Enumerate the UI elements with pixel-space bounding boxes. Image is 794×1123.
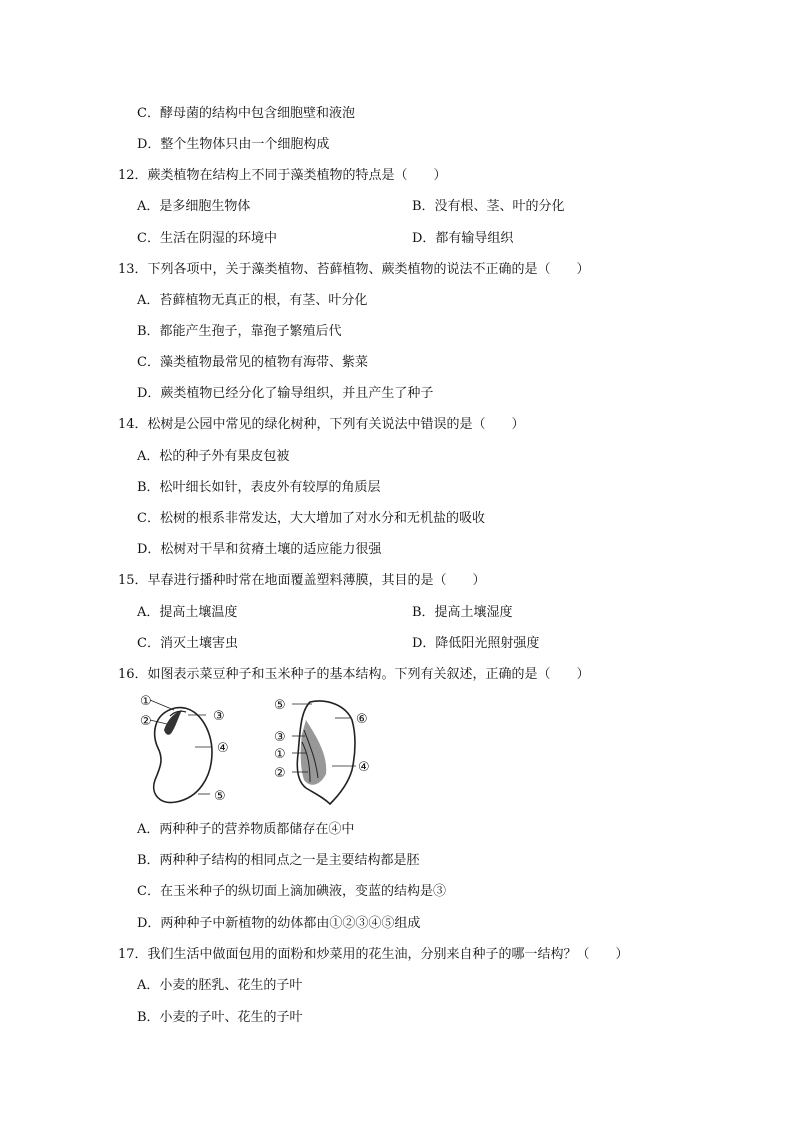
q16-option-c: C．在玉米种子的纵切面上滴加碘液，变蓝的结构是③ (137, 884, 446, 899)
question-17: 17．我们生活中做面包用的面粉和炒菜用的花生油，分别来自种子的哪一结构？（ ） (118, 947, 629, 962)
q13-option-c: C．藻类植物最常见的植物有海带、紫菜 (137, 355, 368, 370)
question-14: 14．松树是公园中常见的绿化树种，下列有关说法中错误的是（ ） (118, 417, 525, 432)
bean-label-2: ② (140, 714, 152, 729)
bean-label-5: ⑤ (214, 789, 226, 804)
q16-option-a: A．两种种子的营养物质都储存在④中 (137, 822, 355, 837)
question-12: 12．蕨类植物在结构上不同于藻类植物的特点是（ ） (118, 168, 447, 183)
q12-option-a: A．是多细胞生物体 (137, 199, 251, 214)
corn-label-5: ⑤ (274, 698, 286, 713)
q13-option-b: B．都能产生孢子，靠孢子繁殖后代 (137, 324, 342, 339)
q14-option-d: D．松树对干旱和贫瘠土壤的适应能力很强 (137, 542, 382, 557)
option-c-prev: C．酵母菌的结构中包含细胞壁和液泡 (137, 106, 355, 121)
question-15: 15．早春进行播种时常在地面覆盖塑料薄膜，其目的是（ ） (118, 573, 486, 588)
bean-label-1: ① (140, 694, 152, 709)
q12-option-d: D．都有输导组织 (412, 231, 514, 246)
q12-option-b: B．没有根、茎、叶的分化 (412, 199, 565, 214)
option-d-prev: D．整个生物体只由一个细胞构成 (137, 137, 330, 152)
corn-seed-drawing (292, 701, 356, 804)
corn-label-4: ④ (358, 760, 370, 775)
question-16: 16．如图表示菜豆种子和玉米种子的基本结构。下列有关叙述，正确的是（ ） (118, 667, 590, 682)
q14-option-c: C．松树的根系非常发达，大大增加了对水分和无机盐的吸收 (137, 511, 485, 526)
q13-option-a: A．苔藓植物无真正的根，有茎、叶分化 (137, 293, 368, 308)
q16-option-b: B．两种种子结构的相同点之一是主要结构都是胚 (137, 853, 420, 868)
corn-label-6: ⑥ (356, 712, 368, 727)
bean-label-3: ③ (213, 709, 225, 724)
seed-diagram (120, 690, 380, 810)
q16-option-d: D．两种种子中新植物的幼体都由①②③④⑤组成 (137, 916, 421, 931)
q15-option-d: D．降低阳光照射强度 (412, 636, 540, 651)
bean-label-4: ④ (217, 741, 229, 756)
q15-option-c: C．消灭土壤害虫 (137, 636, 238, 651)
question-13: 13．下列各项中，关于藻类植物、苔藓植物、蕨类植物的说法不正确的是（ ） (118, 262, 590, 277)
corn-label-2: ② (274, 766, 286, 781)
q14-option-a: A．松的种子外有果皮包被 (137, 449, 290, 464)
seed-diagram-svg (120, 690, 380, 810)
q17-option-a: A．小麦的胚乳、花生的子叶 (137, 978, 303, 993)
q12-option-c: C．生活在阴湿的环境中 (137, 231, 277, 246)
corn-label-3: ③ (274, 730, 286, 745)
q15-option-a: A．提高土壤温度 (137, 605, 238, 620)
corn-label-1: ① (274, 747, 286, 762)
q17-option-b: B．小麦的子叶、花生的子叶 (137, 1010, 303, 1025)
q13-option-d: D．蕨类植物已经分化了输导组织，并且产生了种子 (137, 386, 434, 401)
bean-seed-drawing (150, 700, 212, 802)
q14-option-b: B．松叶细长如针，表皮外有较厚的角质层 (137, 480, 381, 495)
q15-option-b: B．提高土壤湿度 (412, 605, 513, 620)
